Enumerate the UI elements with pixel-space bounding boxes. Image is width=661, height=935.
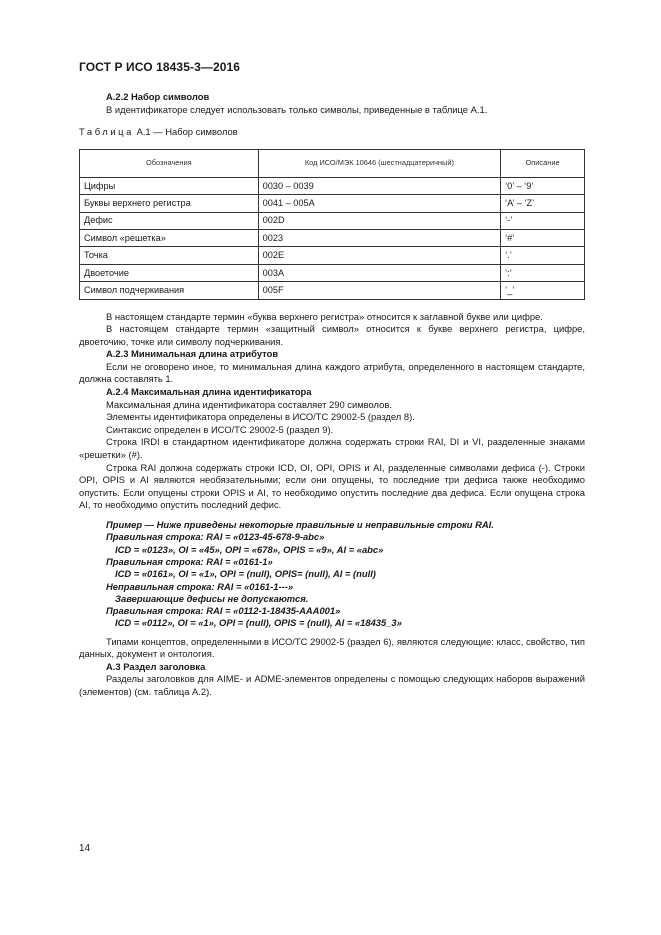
table-row	[80, 212, 585, 229]
table-cell: Точка	[80, 247, 259, 264]
section-a22-heading: А.2.2 Набор символов	[106, 91, 210, 102]
table-cell: 002D	[258, 212, 500, 229]
table-cell: ‘_’	[501, 282, 585, 299]
example-intro-text: — Ниже приведены некоторые правильные и неправильные строки RAI.	[142, 519, 494, 531]
table-cell: ‘A’ – ‘Z’	[501, 195, 585, 212]
table-row	[80, 177, 585, 194]
example-intro	[106, 519, 585, 531]
table-cell: 003A	[258, 264, 500, 281]
page-content	[79, 91, 585, 699]
table-cell: ‘-’	[501, 212, 585, 229]
section-a22-text: В идентификаторе следует использовать только символы, приведенные в таблице А.1.	[106, 103, 488, 115]
table-cell: 005F	[258, 282, 500, 299]
table-cell: Символ подчеркивания	[80, 282, 259, 299]
section-a24-heading: А.2.4 Максимальная длина идентификатора	[106, 386, 312, 398]
example-line: ICD = «0123», OI = «45», OPI = «678», OPIS = «9», AI = «abc»	[115, 543, 384, 555]
example-line: ICD = «0161», OI = «1», OPI = (null), OPIS= (null), AI = (null)	[115, 568, 376, 580]
section-a23-text: Если не оговорено иное, то минимальная длина каждого атрибута, определенного в настоящем стандарте, должна составлять 1.	[79, 360, 585, 385]
table-cell: 0023	[258, 229, 500, 246]
table-cell: Буквы верхнего регистра	[80, 195, 259, 212]
table-row	[80, 195, 585, 212]
example-line: Правильная строка: RAI = «0161-1»	[106, 555, 273, 567]
table-cell: 002E	[258, 247, 500, 264]
example-label: Пример	[106, 519, 143, 531]
paragraph: Строка IRDI в стандартном идентификаторе должна содержать строки RAI, DI и VI, разделенные знаками «решетки» (#).	[79, 436, 585, 461]
paragraph: Типами концептов, определенными в ИСО/ТС 29002-5 (раздел 6), являются следующие: класс, свойство, тип данных, документ и онтология.	[79, 635, 585, 660]
table-cell: Символ «решетка»	[80, 229, 259, 246]
table-cell: Цифры	[80, 177, 259, 194]
example-line: Завершающие дефисы не допускаются.	[115, 592, 309, 604]
table-cell: ‘#’	[501, 229, 585, 246]
paragraph: Строка RAI должна содержать строки ICD, OI, OPI, OPIS и AI, разделенные символами дефиса (-). Строки OPI, OPIS и AI являются необязательными; если они опущены, то последние три дефиса также необходимо опустить. Если опущены строки OPIS и AI, то необходимо опустить последние два дефиса. Если опущена строка AI, то необходимо опустить последний дефис.	[79, 461, 585, 511]
table-cell: Дефис	[80, 212, 259, 229]
example-line: Правильная строка: RAI = «0112-1-18435-AAA001»	[106, 605, 341, 617]
document-header: ГОСТ Р ИСО 18435-3—2016	[79, 60, 241, 74]
paragraph: Элементы идентификатора определены в ИСО/ТС 29002-5 (раздел 8).	[106, 411, 415, 423]
table-cell: ‘0’ – ‘9’	[501, 177, 585, 194]
page-number: 14	[79, 843, 91, 854]
table-row	[80, 264, 585, 281]
paragraph: Максимальная длина идентификатора составляет 290 символов.	[106, 398, 392, 410]
table-row	[80, 282, 585, 299]
table-row	[80, 229, 585, 246]
table-cell: 0030 – 0039	[258, 177, 500, 194]
table-cell: ‘.’	[501, 247, 585, 264]
table-header-row	[80, 149, 585, 177]
paragraph: В настоящем стандарте термин «буква верхнего регистра» относится к заглавной букве или цифре.	[106, 310, 543, 322]
column-header: Описание	[501, 149, 585, 177]
table-cell: ‘:’	[501, 264, 585, 281]
symbols-table	[79, 149, 585, 300]
section-a3-heading: А.3 Раздел заголовка	[106, 660, 206, 672]
paragraph: Синтаксис определен в ИСО/ТС 29002-5 (раздел 9).	[106, 423, 334, 435]
column-header: Обозначения	[80, 149, 259, 177]
table-caption-title: А.1 — Набор символов	[133, 126, 238, 138]
example-line: ICD = «0112», OI = «1», OPI = (null), OPIS = (null), AI = «18435_3»	[115, 617, 402, 629]
table-cell: Двоеточие	[80, 264, 259, 281]
section-a23-heading: А.2.3 Минимальная длина атрибутов	[106, 348, 279, 360]
table-caption-label: Таблица	[79, 126, 134, 138]
table-row	[80, 247, 585, 264]
example-line: Неправильная строка: RAI = «0161-1---»	[106, 580, 294, 592]
example-line: Правильная строка: RAI = «0123-45-678-9-abc»	[106, 531, 325, 543]
section-a3-text: Разделы заголовков для AIME- и ADME-элементов определены с помощью следующих наборов выражений (элементов) (см. таблица А.2).	[79, 673, 585, 698]
table-caption	[79, 126, 585, 139]
paragraph: В настоящем стандарте термин «защитный символ» относится к букве верхнего регистра, цифре, двоеточию, точке или символу подчеркивания.	[79, 323, 585, 347]
column-header: Код ИСО/МЭК 10646 (шестнадцатеричный)	[258, 149, 500, 177]
table-cell: 0041 – 005A	[258, 195, 500, 212]
